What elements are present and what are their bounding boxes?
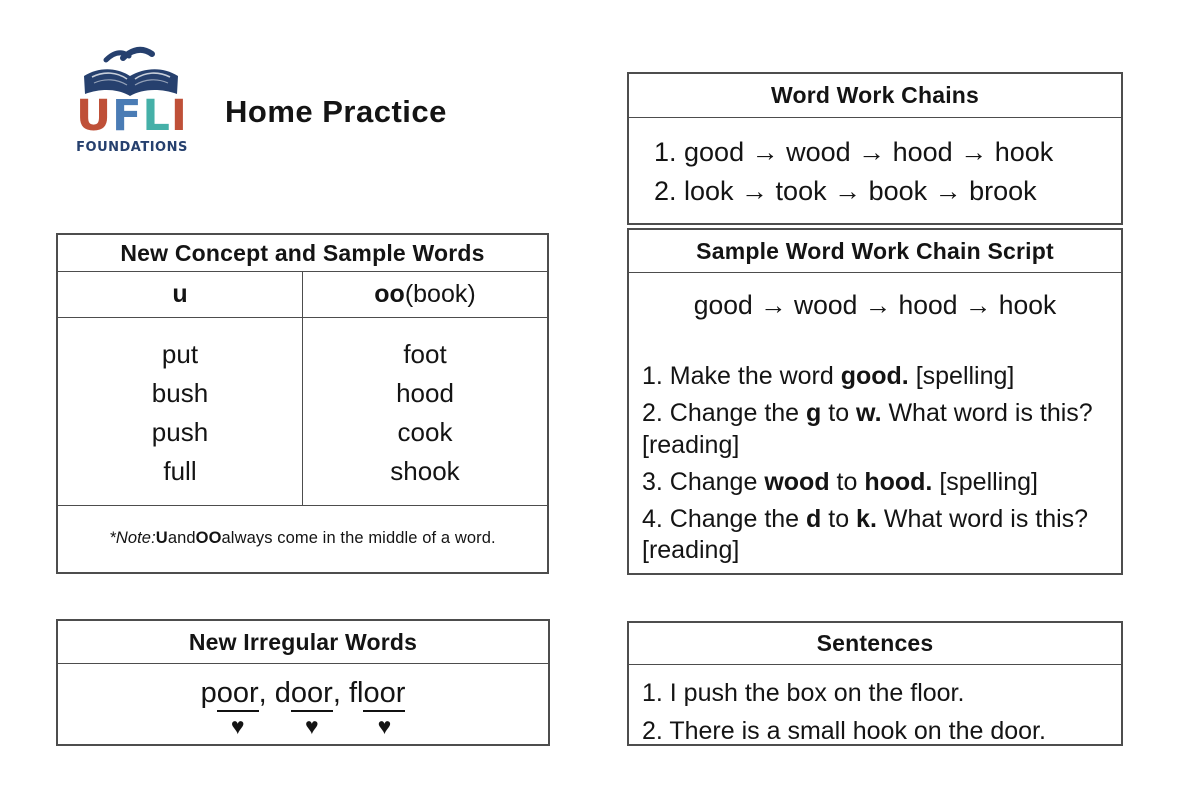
logo-letter: F	[112, 91, 143, 141]
sample-words-row	[58, 318, 547, 506]
word-work-chains-box	[627, 72, 1123, 225]
chain-script-title: Sample Word Work Chain Script	[629, 230, 1121, 273]
heart-icon: ♥	[230, 713, 245, 739]
irregular-word: p oor , ♥	[200, 677, 275, 739]
new-concept-table-title: New Concept and Sample Words	[58, 235, 547, 272]
sentences-box	[627, 621, 1123, 746]
new-irregular-words-box	[56, 619, 550, 746]
heart-icon: ♥	[305, 713, 319, 739]
script-step: 1. Make the word good. [spelling]	[642, 362, 1015, 390]
word-item: foot	[403, 339, 447, 369]
logo-wordmark	[70, 91, 194, 141]
word-item: push	[151, 417, 209, 447]
script-step: 2. Change the g to w. What word is this? [reading]	[642, 399, 1093, 459]
word-work-chains-title: Word Work Chains	[629, 74, 1121, 118]
word-item: put	[161, 339, 199, 369]
word-item: full	[163, 456, 197, 486]
irregular-words-list	[58, 664, 548, 738]
column-header-row	[58, 272, 547, 318]
irregular-word: d oor , ♥	[274, 677, 349, 739]
new-concept-table	[56, 233, 549, 574]
script-steps	[629, 361, 1121, 567]
logo-letter: L	[142, 91, 171, 141]
irregular-word: fl oor ♥	[348, 677, 406, 739]
concept-note: *Note: U and OO always come in the middle of a word.	[109, 529, 496, 547]
chain-row: 2. look → took → book → brook	[654, 176, 1037, 206]
script-chain-row: good → wood → hood → hook	[693, 290, 1057, 320]
sentences-title: Sentences	[629, 623, 1121, 665]
page-title: Home Practice	[225, 94, 447, 129]
heart-icon: ♥	[377, 713, 392, 739]
word-item: bush	[151, 378, 209, 408]
column-header-u: u	[58, 272, 303, 317]
sample-words-oo	[303, 318, 547, 505]
new-irregular-words-title: New Irregular Words	[58, 621, 548, 664]
sentence-item: 1. I push the box on the floor.	[642, 679, 965, 707]
word-work-chains-list	[629, 118, 1121, 211]
word-item: shook	[390, 456, 460, 486]
logo-subtitle: FOUNDATIONS	[76, 139, 188, 155]
script-step: 4. Change the d to k. What word is this? [reading]	[642, 504, 1089, 564]
logo-letter: I	[170, 91, 188, 141]
column-header-oo-book: oo (book)	[374, 280, 476, 308]
word-item: hood	[396, 378, 454, 408]
logo-letter: U	[76, 91, 113, 141]
chain-row: 1. good → wood → hood → hook	[654, 137, 1054, 167]
script-step: 3. Change wood to hood. [spelling]	[642, 467, 1038, 496]
sentence-item: 2. There is a small hook on the door.	[642, 717, 1046, 745]
chain-script-box	[627, 228, 1123, 575]
sentences-list	[629, 665, 1121, 750]
ufli-logo	[70, 44, 194, 155]
word-item: cook	[397, 417, 453, 447]
sample-words-u	[58, 318, 303, 505]
